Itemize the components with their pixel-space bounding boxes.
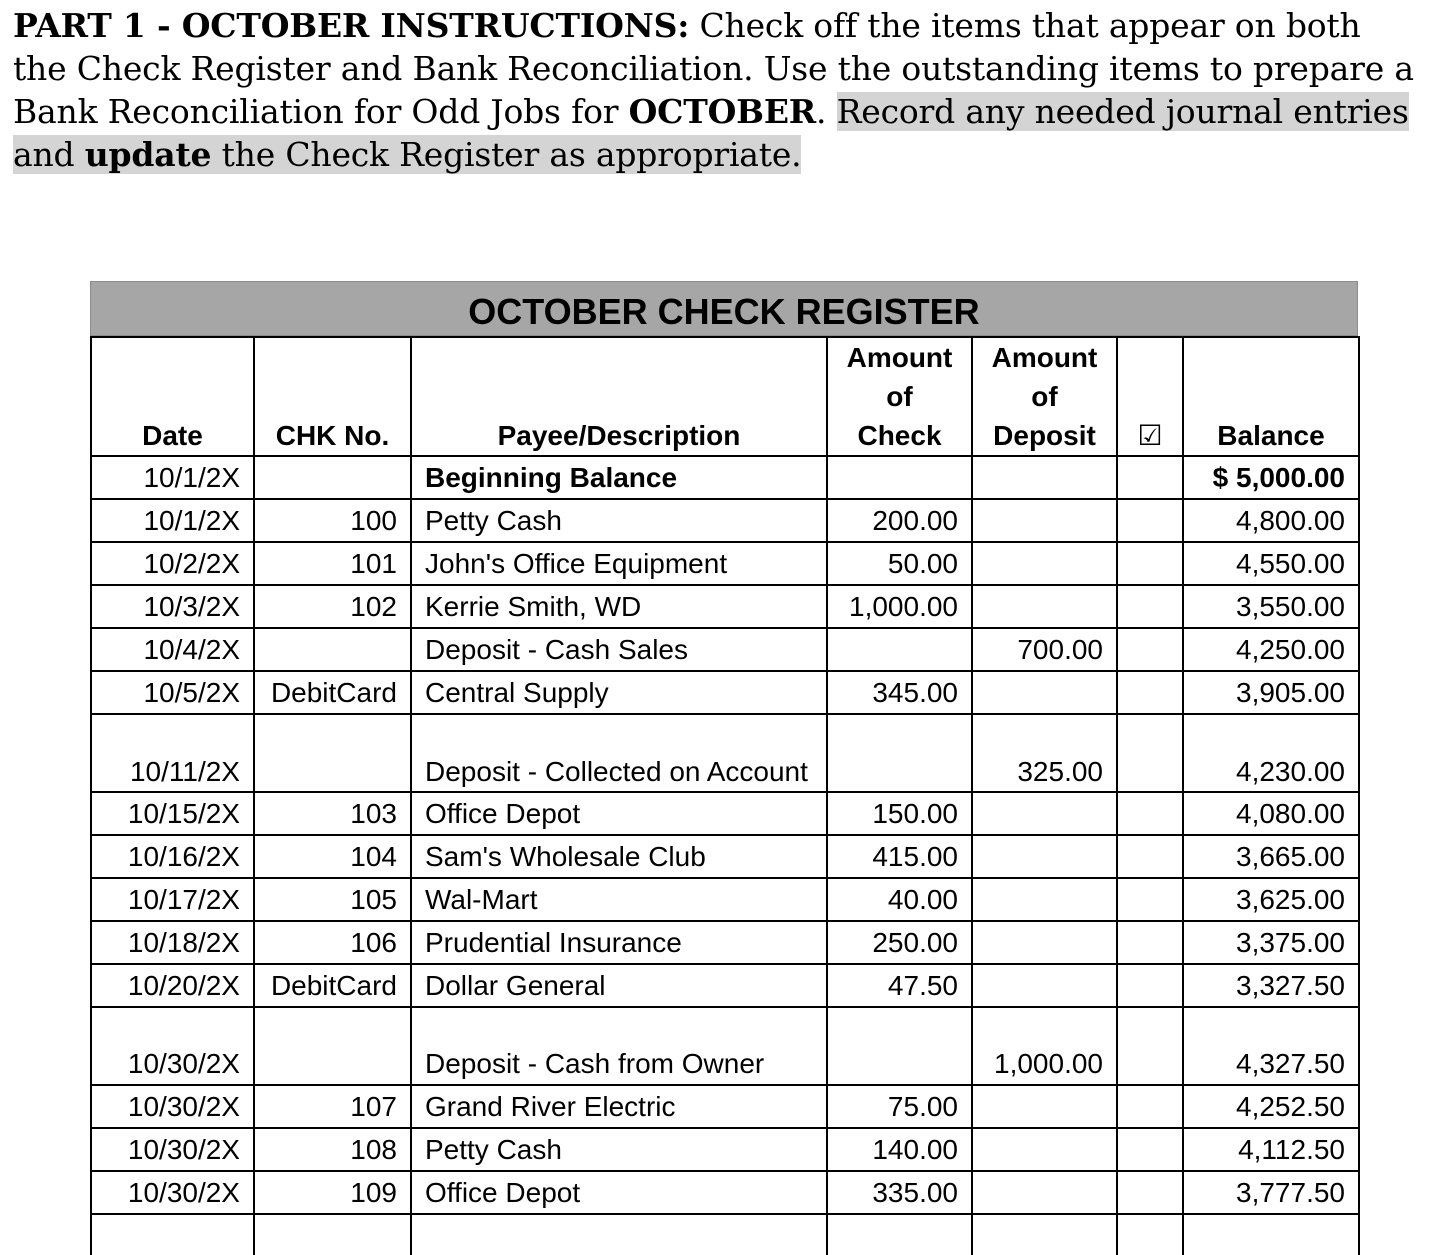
cell-chk: 106 bbox=[254, 921, 411, 964]
cell-chk: 109 bbox=[254, 1171, 411, 1214]
cell-check: 40.00 bbox=[827, 878, 972, 921]
cell-check bbox=[827, 456, 972, 499]
cell-date: 10/1/2X bbox=[91, 499, 254, 542]
cell-mark[interactable] bbox=[1117, 1128, 1183, 1171]
cell-date: 10/17/2X bbox=[91, 878, 254, 921]
header-chk-no: CHK No. bbox=[254, 337, 411, 456]
header-date: Date bbox=[91, 337, 254, 456]
cell-mark[interactable] bbox=[1117, 964, 1183, 1007]
header-amount-check: Amount of Check bbox=[827, 337, 972, 456]
cell-date: 10/15/2X bbox=[91, 792, 254, 835]
table-row bbox=[91, 1085, 1359, 1128]
cell-balance: 4,080.00 bbox=[1183, 792, 1359, 835]
cell-check: 50.00 bbox=[827, 542, 972, 585]
cell-chk: 107 bbox=[254, 1085, 411, 1128]
cell-balance: 3,375.00 bbox=[1183, 921, 1359, 964]
cell-desc: Sam's Wholesale Club bbox=[411, 835, 827, 878]
empty-cell bbox=[254, 1214, 411, 1255]
cell-balance: 4,800.00 bbox=[1183, 499, 1359, 542]
cell-mark[interactable] bbox=[1117, 878, 1183, 921]
cell-chk bbox=[254, 456, 411, 499]
table-row bbox=[91, 671, 1359, 714]
cell-deposit bbox=[972, 964, 1117, 1007]
cell-date: 10/30/2X bbox=[91, 1128, 254, 1171]
cell-mark[interactable] bbox=[1117, 792, 1183, 835]
cell-deposit bbox=[972, 499, 1117, 542]
cell-balance: 3,665.00 bbox=[1183, 835, 1359, 878]
cell-check bbox=[827, 714, 972, 792]
cell-date: 10/1/2X bbox=[91, 456, 254, 499]
cell-balance: 3,327.50 bbox=[1183, 964, 1359, 1007]
register-title: OCTOBER CHECK REGISTER bbox=[90, 281, 1358, 336]
cell-desc: Wal-Mart bbox=[411, 878, 827, 921]
table-row bbox=[91, 964, 1359, 1007]
header-checkbox-icon: ☑ bbox=[1117, 337, 1183, 456]
cell-deposit bbox=[972, 671, 1117, 714]
cell-date: 10/2/2X bbox=[91, 542, 254, 585]
cell-chk bbox=[254, 628, 411, 671]
highlight-bold: update bbox=[84, 135, 212, 174]
cell-balance: 3,550.00 bbox=[1183, 585, 1359, 628]
cell-mark[interactable] bbox=[1117, 714, 1183, 792]
cell-check: 345.00 bbox=[827, 671, 972, 714]
cell-balance: 3,777.50 bbox=[1183, 1171, 1359, 1214]
cell-deposit bbox=[972, 585, 1117, 628]
cell-check: 335.00 bbox=[827, 1171, 972, 1214]
cell-chk: 103 bbox=[254, 792, 411, 835]
table-row bbox=[91, 585, 1359, 628]
table-row bbox=[91, 1128, 1359, 1171]
cell-chk bbox=[254, 714, 411, 792]
cell-balance: 4,252.50 bbox=[1183, 1085, 1359, 1128]
cell-date: 10/30/2X bbox=[91, 1007, 254, 1085]
cell-date: 10/30/2X bbox=[91, 1085, 254, 1128]
cell-chk: 108 bbox=[254, 1128, 411, 1171]
cell-desc: Deposit - Cash Sales bbox=[411, 628, 827, 671]
instructions-text-1: Check off the items that appear on both the Check Register and Bank Reconciliation. Use the outstanding items to prepare a Bank Reconciliation for Odd Jobs for bbox=[13, 6, 1414, 131]
empty-row bbox=[91, 1214, 1359, 1255]
cell-balance: 4,112.50 bbox=[1183, 1128, 1359, 1171]
cell-desc: Beginning Balance bbox=[411, 456, 827, 499]
cell-date: 10/16/2X bbox=[91, 835, 254, 878]
table-row bbox=[91, 1007, 1359, 1085]
instructions-paragraph bbox=[13, 4, 1423, 176]
cell-chk: 105 bbox=[254, 878, 411, 921]
part-label: PART 1 - OCTOBER INSTRUCTIONS: bbox=[13, 6, 690, 45]
table-row bbox=[91, 499, 1359, 542]
cell-chk: 104 bbox=[254, 835, 411, 878]
cell-desc: Central Supply bbox=[411, 671, 827, 714]
cell-deposit bbox=[972, 1171, 1117, 1214]
cell-chk: 101 bbox=[254, 542, 411, 585]
cell-deposit: 700.00 bbox=[972, 628, 1117, 671]
cell-check: 140.00 bbox=[827, 1128, 972, 1171]
table-row bbox=[91, 835, 1359, 878]
empty-cell bbox=[411, 1214, 827, 1255]
table-row bbox=[91, 792, 1359, 835]
cell-desc: Deposit - Collected on Account bbox=[411, 714, 827, 792]
cell-check: 150.00 bbox=[827, 792, 972, 835]
cell-check: 75.00 bbox=[827, 1085, 972, 1128]
cell-check: 415.00 bbox=[827, 835, 972, 878]
highlight-text-2: the Check Register as appropriate. bbox=[211, 135, 802, 174]
cell-date: 10/18/2X bbox=[91, 921, 254, 964]
cell-date: 10/3/2X bbox=[91, 585, 254, 628]
cell-desc: Petty Cash bbox=[411, 1128, 827, 1171]
cell-desc: Petty Cash bbox=[411, 499, 827, 542]
cell-date: 10/11/2X bbox=[91, 714, 254, 792]
cell-date: 10/5/2X bbox=[91, 671, 254, 714]
cell-mark[interactable] bbox=[1117, 585, 1183, 628]
highlight-text-1: Record any needed journal entries and bbox=[13, 92, 1409, 174]
table-row bbox=[91, 921, 1359, 964]
cell-desc: Office Depot bbox=[411, 1171, 827, 1214]
cell-desc: John's Office Equipment bbox=[411, 542, 827, 585]
cell-date: 10/20/2X bbox=[91, 964, 254, 1007]
table-row bbox=[91, 1171, 1359, 1214]
cell-chk: 102 bbox=[254, 585, 411, 628]
cell-balance: 3,905.00 bbox=[1183, 671, 1359, 714]
cell-desc: Prudential Insurance bbox=[411, 921, 827, 964]
check-register bbox=[90, 281, 1358, 1255]
header-balance: Balance bbox=[1183, 337, 1359, 456]
cell-deposit bbox=[972, 835, 1117, 878]
cell-deposit bbox=[972, 878, 1117, 921]
month-label: OCTOBER bbox=[628, 92, 817, 131]
empty-cell bbox=[1183, 1214, 1359, 1255]
cell-chk: 100 bbox=[254, 499, 411, 542]
cell-balance: 4,230.00 bbox=[1183, 714, 1359, 792]
table-row bbox=[91, 542, 1359, 585]
cell-chk: DebitCard bbox=[254, 964, 411, 1007]
empty-cell bbox=[91, 1214, 254, 1255]
table-row bbox=[91, 628, 1359, 671]
cell-desc: Kerrie Smith, WD bbox=[411, 585, 827, 628]
cell-check: 1,000.00 bbox=[827, 585, 972, 628]
empty-cell bbox=[827, 1214, 972, 1255]
cell-deposit: 325.00 bbox=[972, 714, 1117, 792]
cell-deposit bbox=[972, 456, 1117, 499]
cell-check: 250.00 bbox=[827, 921, 972, 964]
cell-deposit bbox=[972, 542, 1117, 585]
cell-mark[interactable] bbox=[1117, 628, 1183, 671]
cell-deposit: 1,000.00 bbox=[972, 1007, 1117, 1085]
cell-balance: 4,550.00 bbox=[1183, 542, 1359, 585]
cell-check: 47.50 bbox=[827, 964, 972, 1007]
cell-balance: $ 5,000.00 bbox=[1183, 456, 1359, 499]
cell-desc: Office Depot bbox=[411, 792, 827, 835]
cell-deposit bbox=[972, 792, 1117, 835]
cell-mark[interactable] bbox=[1117, 671, 1183, 714]
cell-mark[interactable] bbox=[1117, 1171, 1183, 1214]
cell-date: 10/4/2X bbox=[91, 628, 254, 671]
table-row bbox=[91, 456, 1359, 499]
cell-chk: DebitCard bbox=[254, 671, 411, 714]
header-payee: Payee/Description bbox=[411, 337, 827, 456]
cell-chk bbox=[254, 1007, 411, 1085]
empty-cell bbox=[972, 1214, 1117, 1255]
header-row bbox=[91, 337, 1359, 456]
cell-balance: 3,625.00 bbox=[1183, 878, 1359, 921]
empty-cell bbox=[1117, 1214, 1183, 1255]
table-row bbox=[91, 878, 1359, 921]
cell-mark[interactable] bbox=[1117, 542, 1183, 585]
cell-desc: Grand River Electric bbox=[411, 1085, 827, 1128]
cell-date: 10/30/2X bbox=[91, 1171, 254, 1214]
cell-deposit bbox=[972, 1085, 1117, 1128]
cell-deposit bbox=[972, 921, 1117, 964]
cell-desc: Dollar General bbox=[411, 964, 827, 1007]
cell-desc: Deposit - Cash from Owner bbox=[411, 1007, 827, 1085]
cell-balance: 4,327.50 bbox=[1183, 1007, 1359, 1085]
register-body bbox=[91, 456, 1359, 1255]
cell-deposit bbox=[972, 1128, 1117, 1171]
cell-mark[interactable] bbox=[1117, 921, 1183, 964]
instructions-text-2: . bbox=[816, 92, 837, 131]
table-row bbox=[91, 714, 1359, 792]
cell-mark[interactable] bbox=[1117, 499, 1183, 542]
cell-check bbox=[827, 1007, 972, 1085]
cell-mark[interactable] bbox=[1117, 456, 1183, 499]
cell-check bbox=[827, 628, 972, 671]
header-amount-deposit: Amount of Deposit bbox=[972, 337, 1117, 456]
cell-balance: 4,250.00 bbox=[1183, 628, 1359, 671]
register-table bbox=[90, 336, 1360, 1255]
cell-mark[interactable] bbox=[1117, 1085, 1183, 1128]
cell-mark[interactable] bbox=[1117, 835, 1183, 878]
cell-check: 200.00 bbox=[827, 499, 972, 542]
cell-mark[interactable] bbox=[1117, 1007, 1183, 1085]
